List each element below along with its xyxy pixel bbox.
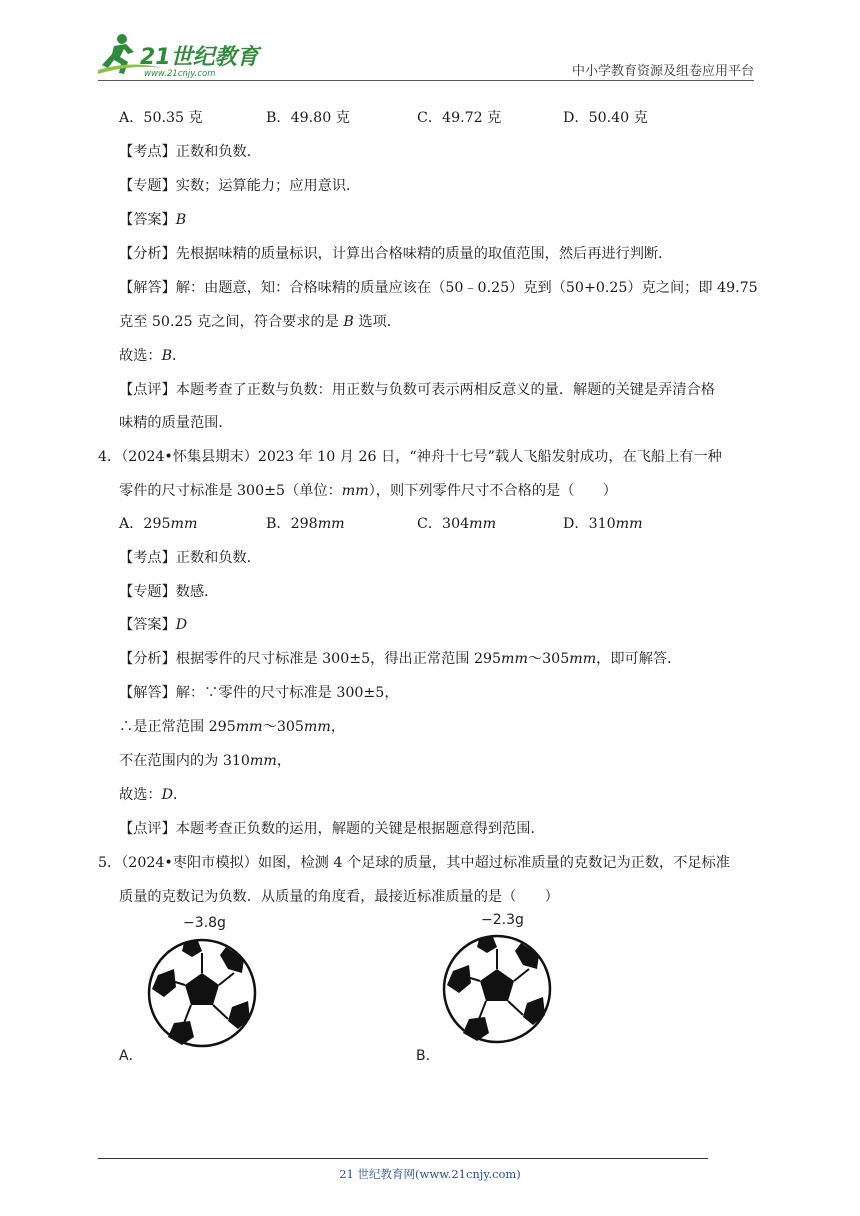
logo-title: 21世纪教育 [140, 45, 259, 70]
ball-b-weight: −2.3g [481, 912, 524, 928]
q3-dianping-line2: 味精的质量范围． [119, 415, 233, 431]
ball-a-weight: −3.8g [183, 915, 226, 931]
q4-jieda: 【解答】解：∵零件的尺寸标准是 300±5， [119, 685, 399, 701]
q4-jieda-line3: 不在范围内的为 310mm， [119, 753, 292, 769]
q3-option-a: A．50.35 克 [119, 110, 203, 126]
q4-option-a: A．295mm [119, 516, 198, 532]
q3-option-c: C．49.72 克 [417, 110, 502, 126]
logo-url: www.21cnjy.com [144, 69, 216, 79]
footer-divider [98, 1158, 708, 1159]
q4-jieda-line2: ∴是正常范围 295mm～305mm， [119, 719, 346, 735]
q4-stem-line1: 4．（2024•怀集县期末）2023 年 10 月 26 日，“神舟十七号”载人飞船发射成功，在飞船上有一种 [98, 449, 722, 465]
header-platform-name: 中小学教育资源及组卷应用平台 [571, 64, 754, 79]
q5-stem-line2: 质量的克数记为负数．从质量的角度看，最接近标准质量的是（ ） [119, 889, 559, 905]
soccer-ball-b-image [441, 933, 553, 1045]
q3-jieda-line1: 【解答】解：由题意，知：合格味精的质量应该在（50﹣0.25）克到（50+0.25）克之间；即 49.75 [119, 280, 758, 296]
q3-zhuanti: 【专题】实数；运算能力；应用意识． [119, 178, 361, 194]
q3-option-b: B．49.80 克 [266, 110, 350, 126]
q4-option-d: D．310mm [563, 516, 643, 532]
q4-fenxi: 【分析】根据零件的尺寸标准是 300±5，得出正常范围 295mm～305mm，即可解答． [119, 651, 682, 667]
q4-answer: 【答案】D [119, 617, 188, 633]
q4-guxuan: 故选：D． [119, 787, 188, 803]
q3-kaodian: 【考点】正数和负数． [119, 144, 261, 160]
q3-fenxi: 【分析】先根据味精的质量标识，计算出合格味精的质量的取值范围，然后再进行判断． [119, 246, 673, 262]
q4-option-c: C．304mm [417, 516, 497, 532]
q3-guxuan: 故选：B． [119, 348, 187, 364]
ball-a-label: A． [119, 1048, 143, 1064]
ball-b-label: B． [416, 1048, 440, 1064]
soccer-ball-a-image [146, 937, 258, 1049]
q4-stem-line2: 零件的尺寸标准是 300±5（单位：mm），则下列零件尺寸不合格的是（ ） [119, 483, 617, 499]
q4-dianping: 【点评】本题考查正负数的运用，解题的关键是根据题意得到范围． [119, 821, 545, 837]
q3-option-d: D．50.40 克 [563, 110, 648, 126]
q5-stem-line1: 5．（2024•枣阳市模拟）如图，检测 4 个足球的质量，其中超过标准质量的克数记为正数，不足标准 [98, 855, 730, 871]
q3-dianping-line1: 【点评】本题考查了正数与负数：用正数与负数可表示两相反意义的量．解题的关键是弄清合格 [119, 382, 715, 398]
q4-option-b: B．298mm [266, 516, 345, 532]
q3-answer: 【答案】B [119, 212, 187, 228]
q4-kaodian: 【考点】正数和负数． [119, 550, 261, 566]
q3-jieda-line2: 克至 50.25 克之间，符合要求的是 B 选项． [119, 314, 401, 330]
footer-site-link[interactable]: 21 世纪教育网(www.21cnjy.com) [339, 1167, 521, 1181]
q4-zhuanti: 【专题】数感． [119, 584, 219, 600]
